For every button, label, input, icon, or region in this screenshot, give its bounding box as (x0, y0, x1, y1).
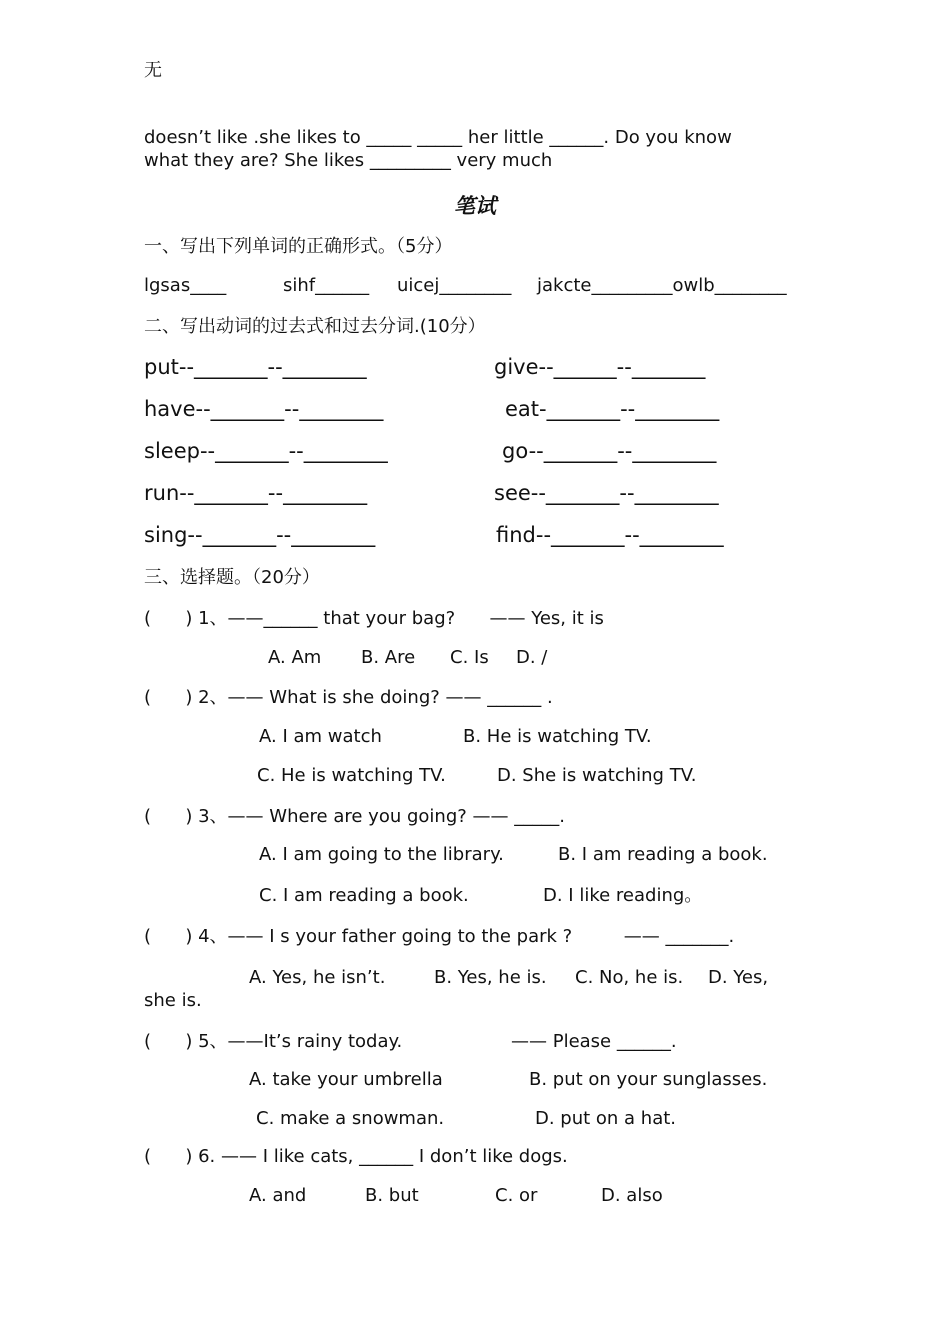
option-d: D. I like reading。 (543, 885, 703, 906)
header-mark: 无 (144, 60, 162, 81)
option-a: A. take your umbrella (249, 1069, 443, 1090)
word-item: jakcte_________owlb________ (537, 275, 787, 296)
verb-item: put--_______--________ (144, 355, 367, 379)
word-item: lgsas____ (144, 275, 227, 296)
verb-item: sing--_______--________ (144, 523, 376, 547)
option-c: C. make a snowman. (256, 1108, 445, 1129)
option-a: A. Yes, he isn’t. (249, 967, 386, 988)
option-b: B. I am reading a book. (558, 844, 768, 865)
verb-item: run--_______--________ (144, 481, 368, 505)
question-2: ( ) 2、—— What is she doing? —— ______ . (144, 687, 553, 708)
verb-item: give--______--_______ (494, 355, 706, 379)
option-c: C. He is watching TV. (257, 765, 446, 786)
option-d-continued: she is. (144, 990, 202, 1011)
verb-item: find--_______--________ (496, 523, 724, 547)
question-4: ( ) 4、—— I s your father going to the park ? —— _______. (144, 926, 735, 947)
option-a: A. Am (268, 647, 322, 668)
question-6: ( ) 6. —— I like cats, ______ I don’t like dogs. (144, 1146, 568, 1167)
option-b: B. but (365, 1185, 419, 1206)
page-title: 笔试 (454, 194, 496, 218)
intro-line-2: what they are? She likes _________ very much (144, 150, 553, 171)
verb-item: have--_______--________ (144, 397, 384, 421)
option-c: C. Is (450, 647, 489, 668)
verb-item: go--_______--________ (502, 439, 717, 463)
option-b: B. put on your sunglasses. (529, 1069, 768, 1090)
option-a: A. I am going to the library. (259, 844, 504, 865)
option-d: D. Yes, (708, 967, 769, 988)
section1-heading: 一、写出下列单词的正确形式。（5分） (144, 236, 453, 257)
question-1: ( ) 1、——______ that your bag? —— Yes, it is (144, 608, 604, 629)
option-c: C. No, he is. (575, 967, 684, 988)
option-d: D. / (516, 647, 548, 668)
option-d: D. also (601, 1185, 663, 1206)
option-c: C. I am reading a book. (259, 885, 469, 906)
option-d: D. put on a hat. (535, 1108, 677, 1129)
intro-line-1: doesn’t like .she likes to _____ _____ her little ______. Do you know (144, 127, 732, 148)
option-a: A. and (249, 1185, 307, 1206)
verb-item: see--_______--________ (494, 481, 719, 505)
option-a: A. I am watch (259, 726, 382, 747)
verb-item: sleep--_______--________ (144, 439, 388, 463)
option-b: B. Yes, he is. (434, 967, 547, 988)
section2-heading: 二、写出动词的过去式和过去分词.(10分） (144, 316, 486, 337)
word-item: uicej________ (397, 275, 512, 296)
option-c: C. or (495, 1185, 538, 1206)
option-b: B. He is watching TV. (463, 726, 652, 747)
option-d: D. She is watching TV. (497, 765, 697, 786)
section3-heading: 三、选择题。（20分） (144, 567, 320, 588)
question-3: ( ) 3、—— Where are you going? —— _____. (144, 806, 565, 827)
question-5: ( ) 5、——It’s rainy today. —— Please ______. (144, 1031, 677, 1052)
verb-item: eat-_______--________ (505, 397, 720, 421)
option-b: B. Are (361, 647, 416, 668)
word-item: sihf______ (283, 275, 370, 296)
